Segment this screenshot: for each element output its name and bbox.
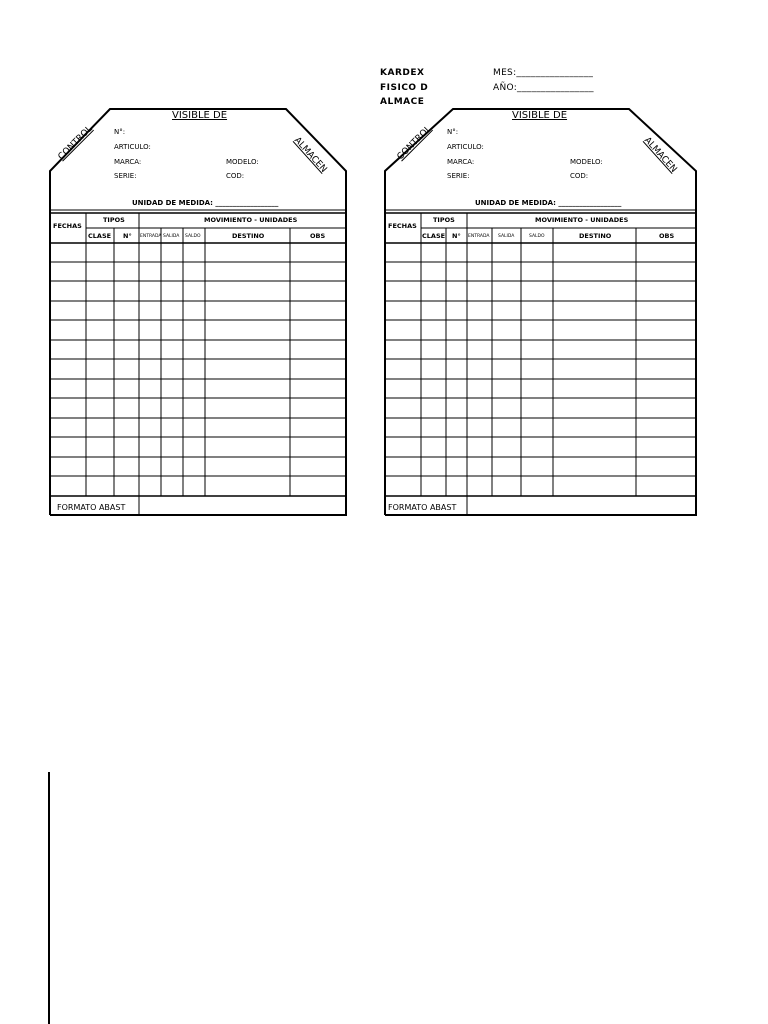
footer-formato: FORMATO ABAST bbox=[57, 503, 126, 512]
side-label-control: CONTROL bbox=[395, 124, 434, 163]
mes-field: MES:________________ bbox=[493, 68, 594, 78]
col-clase: CLASE bbox=[88, 232, 112, 240]
side-label-almacen: ALMACEN bbox=[641, 135, 679, 175]
col-movimiento: MOVIMIENTO - UNIDADES bbox=[204, 216, 298, 224]
col-num: N° bbox=[123, 232, 132, 240]
col-destino: DESTINO bbox=[579, 232, 612, 240]
kardex-card-right bbox=[383, 107, 698, 518]
unidad-medida: UNIDAD DE MEDIDA: __________________ bbox=[475, 199, 622, 207]
col-movimiento: MOVIMIENTO - UNIDADES bbox=[535, 216, 629, 224]
col-clase: CLASE bbox=[422, 232, 446, 240]
col-salida: SALIDA bbox=[163, 234, 180, 239]
card-frame-left bbox=[48, 107, 348, 518]
field-numero: N°: bbox=[114, 128, 126, 136]
kardex-card-left bbox=[48, 107, 348, 518]
card-title: VISIBLE DE bbox=[172, 110, 228, 121]
page-margin-line bbox=[48, 772, 50, 1024]
field-marca: MARCA: bbox=[114, 158, 142, 166]
field-articulo: ARTICULO: bbox=[114, 143, 151, 151]
header-line-2: FISICO D bbox=[380, 83, 429, 93]
col-entrada: ENTRADA bbox=[468, 234, 490, 239]
unidad-medida: UNIDAD DE MEDIDA: __________________ bbox=[132, 199, 279, 207]
field-cod: COD: bbox=[226, 172, 245, 180]
field-modelo: MODELO: bbox=[226, 158, 259, 166]
col-salida: SALIDA bbox=[498, 234, 515, 239]
col-saldo: SALDO bbox=[185, 234, 201, 239]
header-line-1: KARDEX bbox=[380, 68, 425, 78]
col-saldo: SALDO bbox=[529, 234, 545, 239]
side-label-control: CONTROL bbox=[56, 124, 95, 163]
col-tipos: TIPOS bbox=[103, 216, 125, 224]
field-serie: SERIE: bbox=[114, 172, 137, 180]
col-destino: DESTINO bbox=[232, 232, 265, 240]
side-label-almacen: ALMACEN bbox=[291, 135, 329, 175]
field-cod: COD: bbox=[570, 172, 589, 180]
field-modelo: MODELO: bbox=[570, 158, 603, 166]
field-marca: MARCA: bbox=[447, 158, 475, 166]
col-fechas: FECHAS bbox=[388, 222, 417, 230]
footer-formato: FORMATO ABAST bbox=[388, 503, 457, 512]
col-fechas: FECHAS bbox=[53, 222, 82, 230]
col-tipos: TIPOS bbox=[433, 216, 455, 224]
card-frame-right bbox=[383, 107, 698, 518]
col-entrada: ENTRADA bbox=[140, 234, 162, 239]
header-line-3: ALMACE bbox=[380, 97, 425, 107]
field-articulo: ARTICULO: bbox=[447, 143, 484, 151]
col-obs: OBS bbox=[659, 232, 675, 240]
anio-field: AÑO:________________ bbox=[493, 83, 594, 93]
field-numero: N°: bbox=[447, 128, 459, 136]
field-serie: SERIE: bbox=[447, 172, 470, 180]
card-title: VISIBLE DE bbox=[512, 110, 568, 121]
col-obs: OBS bbox=[310, 232, 326, 240]
col-num: N° bbox=[452, 232, 461, 240]
